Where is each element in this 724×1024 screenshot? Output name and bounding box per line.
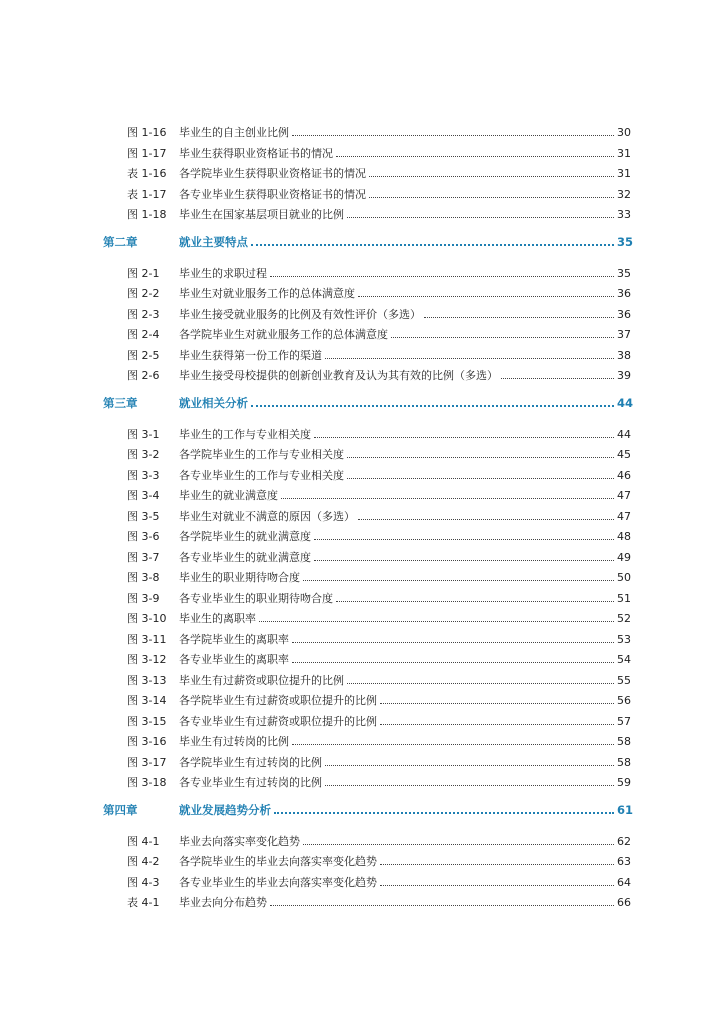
dot-leader xyxy=(303,833,614,845)
toc-entry[interactable] xyxy=(103,672,631,693)
entry-page: 47 xyxy=(617,509,631,523)
dot-leader xyxy=(369,165,614,177)
entry-title: 毕业生的自主创业比例 xyxy=(179,126,289,139)
toc-entry[interactable] xyxy=(103,894,631,915)
dot-leader xyxy=(325,774,614,786)
chapter-title: 就业发展趋势分析 xyxy=(179,802,271,817)
entry-page: 57 xyxy=(617,714,631,728)
toc-entry[interactable] xyxy=(103,326,631,347)
toc-entry[interactable] xyxy=(103,853,631,874)
toc-entry[interactable] xyxy=(103,446,631,467)
entry-page: 64 xyxy=(617,875,631,889)
entry-label: 图 1-18 xyxy=(127,208,167,221)
entry-title: 各专业毕业生的毕业去向落实率变化趋势 xyxy=(179,875,377,889)
dot-leader xyxy=(336,590,614,602)
entry-page: 53 xyxy=(617,632,631,646)
toc-entry[interactable] xyxy=(103,367,631,388)
toc-entry[interactable] xyxy=(103,569,631,590)
dot-leader xyxy=(292,124,614,136)
dot-leader xyxy=(259,610,614,622)
toc-entry[interactable] xyxy=(103,733,631,754)
dot-leader xyxy=(314,549,614,561)
entry-page: 44 xyxy=(617,427,631,441)
entry-page: 31 xyxy=(617,167,631,180)
dot-leader xyxy=(501,367,614,379)
toc-entry[interactable] xyxy=(103,754,631,775)
entry-title: 各专业毕业生的工作与专业相关度 xyxy=(179,468,344,482)
toc-entry[interactable] xyxy=(103,145,631,166)
entry-title: 各专业毕业生获得职业资格证书的情况 xyxy=(179,187,366,201)
entry-label: 图 3-5 xyxy=(127,509,160,523)
entry-page: 47 xyxy=(617,489,631,502)
entry-label: 图 3-8 xyxy=(127,571,160,584)
toc-chapter-3[interactable] xyxy=(103,394,634,418)
toc-chapter-2[interactable] xyxy=(103,233,634,257)
entry-title: 毕业生的离职率 xyxy=(179,612,256,625)
entry-label: 图 1-16 xyxy=(127,126,167,139)
entry-label: 图 3-4 xyxy=(127,489,160,502)
entry-title: 毕业生有过薪资或职位提升的比例 xyxy=(179,673,344,687)
entry-title: 各学院毕业生有过转岗的比例 xyxy=(179,755,322,769)
toc-chapter-4[interactable] xyxy=(103,801,634,825)
entry-title: 毕业生对就业不满意的原因（多选） xyxy=(179,509,355,523)
dot-leader xyxy=(347,446,614,458)
entry-label: 图 3-16 xyxy=(127,735,167,748)
chapter-label: 第四章 xyxy=(103,802,138,817)
toc-entry[interactable] xyxy=(103,265,631,286)
entry-label: 图 2-1 xyxy=(127,266,160,280)
entry-title: 毕业生的工作与专业相关度 xyxy=(179,427,311,441)
dot-leader xyxy=(380,713,614,725)
entry-title: 各学院毕业生的就业满意度 xyxy=(179,530,311,543)
entry-label: 图 4-2 xyxy=(127,855,160,868)
entry-title: 各学院毕业生的工作与专业相关度 xyxy=(179,448,344,461)
toc-entry[interactable] xyxy=(103,508,631,529)
dot-leader xyxy=(292,651,614,663)
entry-title: 毕业去向落实率变化趋势 xyxy=(179,834,300,848)
toc-entry[interactable] xyxy=(103,285,631,306)
dot-leader xyxy=(314,528,614,540)
toc-entry[interactable] xyxy=(103,165,631,186)
toc-entry[interactable] xyxy=(103,186,631,207)
dot-leader xyxy=(347,467,614,479)
chapter-page: 44 xyxy=(617,395,634,410)
dot-leader xyxy=(325,754,614,766)
entry-title: 毕业生获得第一份工作的渠道 xyxy=(179,348,322,362)
entry-title: 各专业毕业生的就业满意度 xyxy=(179,550,311,564)
dot-leader xyxy=(274,801,614,814)
entry-title: 毕业生对就业服务工作的总体满意度 xyxy=(179,287,355,300)
entry-title: 毕业生接受母校提供的创新创业教育及认为其有效的比例（多选） xyxy=(179,369,498,382)
toc-entry[interactable] xyxy=(103,467,631,488)
entry-title: 毕业生的职业期待吻合度 xyxy=(179,571,300,584)
entry-label: 图 3-7 xyxy=(127,550,160,564)
dot-leader xyxy=(281,487,614,499)
toc-entry[interactable] xyxy=(103,347,631,368)
toc-entry[interactable] xyxy=(103,590,631,611)
entry-page: 46 xyxy=(617,468,631,482)
toc-entry[interactable] xyxy=(103,487,631,508)
entry-label: 图 2-6 xyxy=(127,369,160,382)
entry-page: 63 xyxy=(617,855,631,868)
entry-label: 图 3-11 xyxy=(127,632,167,646)
entry-page: 51 xyxy=(617,591,631,605)
entry-title: 各专业毕业生的职业期待吻合度 xyxy=(179,591,333,605)
entry-label: 图 3-12 xyxy=(127,653,167,666)
entry-label: 图 2-2 xyxy=(127,287,160,300)
toc-entry[interactable] xyxy=(103,874,631,895)
dot-leader xyxy=(380,853,614,865)
toc-entry[interactable] xyxy=(103,124,631,145)
table-of-contents xyxy=(103,124,634,915)
toc-entry[interactable] xyxy=(103,833,631,854)
entry-page: 37 xyxy=(617,328,631,341)
dot-leader xyxy=(325,347,614,359)
toc-entry[interactable] xyxy=(103,549,631,570)
entry-title: 各专业毕业生有过转岗的比例 xyxy=(179,776,322,789)
dot-leader xyxy=(314,426,614,438)
entry-title: 毕业生接受就业服务的比例及有效性评价（多选） xyxy=(179,307,421,321)
entry-page: 33 xyxy=(617,208,631,221)
dot-leader xyxy=(380,874,614,886)
entry-page: 58 xyxy=(617,735,631,748)
entry-page: 30 xyxy=(617,126,631,139)
dot-leader xyxy=(424,306,614,318)
entry-page: 62 xyxy=(617,834,631,848)
dot-leader xyxy=(303,569,614,581)
chapter-label: 第二章 xyxy=(103,234,138,249)
toc-entry[interactable] xyxy=(103,306,631,327)
chapter-title: 就业相关分析 xyxy=(179,395,248,410)
entry-page: 39 xyxy=(617,369,631,382)
entry-page: 31 xyxy=(617,146,631,160)
entry-label: 图 3-13 xyxy=(127,673,167,687)
entry-label: 图 3-2 xyxy=(127,448,160,461)
entry-label: 表 1-16 xyxy=(127,167,167,180)
entry-page: 50 xyxy=(617,571,631,584)
toc-entry[interactable] xyxy=(103,206,631,227)
dot-leader xyxy=(336,145,614,157)
entry-page: 36 xyxy=(617,307,631,321)
entry-title: 各学院毕业生有过薪资或职位提升的比例 xyxy=(179,694,377,707)
entry-page: 36 xyxy=(617,287,631,300)
entry-label: 图 3-9 xyxy=(127,591,160,605)
entry-label: 图 3-10 xyxy=(127,612,167,625)
entry-label: 图 3-1 xyxy=(127,427,160,441)
entry-title: 毕业去向分布趋势 xyxy=(179,896,267,909)
entry-page: 49 xyxy=(617,550,631,564)
entry-label: 图 2-5 xyxy=(127,348,160,362)
dot-leader xyxy=(347,206,614,218)
entry-title: 毕业生的求职过程 xyxy=(179,266,267,280)
entry-page: 32 xyxy=(617,187,631,201)
entry-title: 各学院毕业生的离职率 xyxy=(179,632,289,646)
dot-leader xyxy=(391,326,614,338)
toc-entry[interactable] xyxy=(103,651,631,672)
chapter-page: 35 xyxy=(617,234,634,249)
dot-leader xyxy=(347,672,614,684)
entry-page: 54 xyxy=(617,653,631,666)
entry-title: 毕业生有过转岗的比例 xyxy=(179,735,289,748)
entry-title: 各专业毕业生有过薪资或职位提升的比例 xyxy=(179,714,377,728)
toc-entry[interactable] xyxy=(103,528,631,549)
dot-leader xyxy=(251,233,614,246)
entry-title: 毕业生的就业满意度 xyxy=(179,489,278,502)
toc-entry[interactable] xyxy=(103,774,631,795)
entry-label: 图 2-3 xyxy=(127,307,160,321)
entry-label: 表 4-1 xyxy=(127,896,160,909)
dot-leader xyxy=(292,631,614,643)
entry-label: 表 1-17 xyxy=(127,187,167,201)
entry-title: 毕业生在国家基层项目就业的比例 xyxy=(179,208,344,221)
entry-label: 图 1-17 xyxy=(127,146,167,160)
dot-leader xyxy=(270,265,614,277)
chapter-title: 就业主要特点 xyxy=(179,234,248,249)
toc-entry[interactable] xyxy=(103,713,631,734)
chapter-page: 61 xyxy=(617,802,634,817)
entry-page: 55 xyxy=(617,673,631,687)
entry-page: 56 xyxy=(617,694,631,707)
entry-label: 图 4-1 xyxy=(127,834,160,848)
entry-title: 毕业生获得职业资格证书的情况 xyxy=(179,146,333,160)
entry-label: 图 3-3 xyxy=(127,468,160,482)
entry-page: 52 xyxy=(617,612,631,625)
chapter-label: 第三章 xyxy=(103,395,138,410)
entry-title: 各学院毕业生对就业服务工作的总体满意度 xyxy=(179,328,388,341)
entry-label: 图 3-6 xyxy=(127,530,160,543)
entry-label: 图 3-17 xyxy=(127,755,167,769)
toc-entry[interactable] xyxy=(103,631,631,652)
entry-page: 59 xyxy=(617,776,631,789)
dot-leader xyxy=(292,733,614,745)
dot-leader xyxy=(380,692,614,704)
entry-label: 图 2-4 xyxy=(127,328,160,341)
entry-title: 各专业毕业生的离职率 xyxy=(179,653,289,666)
dot-leader xyxy=(251,394,614,407)
entry-page: 35 xyxy=(617,266,631,280)
toc-entry[interactable] xyxy=(103,610,631,631)
entry-page: 45 xyxy=(617,448,631,461)
entry-page: 58 xyxy=(617,755,631,769)
entry-page: 66 xyxy=(617,896,631,909)
entry-title: 各学院毕业生的毕业去向落实率变化趋势 xyxy=(179,855,377,868)
dot-leader xyxy=(358,508,614,520)
entry-label: 图 3-14 xyxy=(127,694,167,707)
toc-entry[interactable] xyxy=(103,426,631,447)
entry-label: 图 3-15 xyxy=(127,714,167,728)
dot-leader xyxy=(270,894,614,906)
entry-title: 各学院毕业生获得职业资格证书的情况 xyxy=(179,167,366,180)
dot-leader xyxy=(369,186,614,198)
entry-page: 48 xyxy=(617,530,631,543)
entry-label: 图 3-18 xyxy=(127,776,167,789)
entry-page: 38 xyxy=(617,348,631,362)
entry-label: 图 4-3 xyxy=(127,875,160,889)
toc-entry[interactable] xyxy=(103,692,631,713)
dot-leader xyxy=(358,285,614,297)
